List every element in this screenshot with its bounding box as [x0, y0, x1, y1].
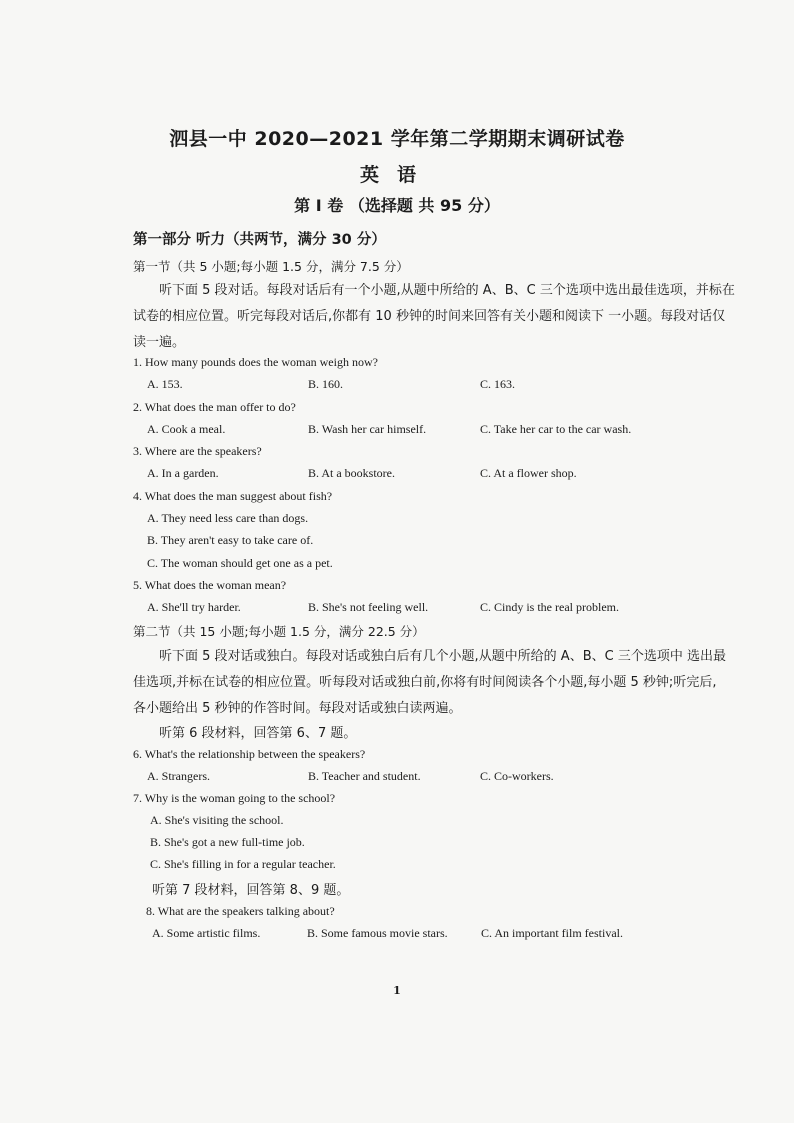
option-c: C. Cindy is the real problem. [480, 600, 619, 614]
option-b: B. She's not feeling well. [308, 600, 429, 614]
option-b: B. Wash her car himself. [308, 422, 427, 436]
option-a: A. They need less care than dogs. [147, 511, 309, 525]
option-a: A. Strangers. [147, 769, 210, 783]
question-4: 4. What does the man suggest about fish? [133, 489, 333, 503]
section1-instruction-line: 听下面 5 段对话。每段对话后有一个小题,从题中所给的 A、B、C 三个选项中选出最佳选项，并标在 [159, 283, 735, 298]
question-1: 1. How many pounds does the woman weigh now? [133, 355, 378, 369]
question-2: 2. What does the man offer to do? [133, 400, 296, 414]
option-b: B. 160. [308, 377, 344, 391]
option-c: C. Take her car to the car wash. [480, 422, 632, 436]
option-a: A. In a garden. [147, 466, 219, 480]
option-a: A. 153. [147, 377, 183, 391]
question-5: 5. What does the woman mean? [133, 578, 287, 592]
passage-note-6: 听第 6 段材料，回答第 6、7 题。 [159, 726, 357, 741]
question-8: 8. What are the speakers talking about? [146, 904, 335, 918]
section1-heading: 第一节（共 5 小题;每小题 1.5 分，满分 7.5 分） [133, 259, 409, 274]
page-number: 1 [393, 984, 401, 997]
section2-instruction-line: 听下面 5 段对话或独白。每段对话或独白后有几个小题,从题中所给的 A、B、C 三个选项中 选出最 [159, 649, 726, 664]
option-a: A. Cook a meal. [147, 422, 226, 436]
option-c: C. She's filling in for a regular teacher. [150, 857, 336, 871]
exam-title: 泗县一中 2020—2021 学年第二学期期末调研试卷 [169, 128, 625, 150]
part1-heading: 第一部分 听力（共两节，满分 30 分） [133, 232, 386, 248]
section2-instruction-line: 佳选项,并标在试卷的相应位置。听每段对话或独白前,你将有时间阅读各个小题,每小题 5 秒钟;听完后, [133, 675, 717, 690]
option-b: B. Teacher and student. [308, 769, 421, 783]
section2-instruction-line: 各小题给出 5 秒钟的作答时间。每段对话或独白读两遍。 [133, 701, 462, 716]
option-b: B. They aren't easy to take care of. [147, 533, 314, 547]
passage-note-7: 听第 7 段材料，回答第 8、9 题。 [152, 883, 350, 898]
section1-instruction-line: 读一遍。 [133, 335, 186, 350]
option-b: B. Some famous movie stars. [307, 926, 448, 940]
section2-heading: 第二节（共 15 小题;每小题 1.5 分，满分 22.5 分） [133, 624, 425, 639]
option-c: C. The woman should get one as a pet. [147, 556, 333, 570]
option-a: A. Some artistic films. [152, 926, 261, 940]
section1-instruction-line: 试卷的相应位置。听完每段对话后,你都有 10 秒钟的时间来回答有关小题和阅读下 一小题。每段对话仅 [133, 309, 726, 324]
option-c: C. At a flower shop. [480, 466, 577, 480]
option-a: A. She's visiting the school. [150, 813, 284, 827]
question-7: 7. Why is the woman going to the school? [133, 791, 336, 805]
option-c: C. Co-workers. [480, 769, 554, 783]
option-b: B. At a bookstore. [308, 466, 395, 480]
exam-subject: 英语 [359, 164, 434, 186]
question-6: 6. What's the relationship between the speakers? [133, 747, 366, 761]
option-c: C. An important film festival. [481, 926, 623, 940]
option-c: C. 163. [480, 377, 516, 391]
option-b: B. She's got a new full-time job. [150, 835, 305, 849]
option-a: A. She'll try harder. [147, 600, 241, 614]
exam-volume-heading: 第 I 卷 （选择题 共 95 分） [294, 196, 500, 215]
question-3: 3. Where are the speakers? [133, 444, 262, 458]
